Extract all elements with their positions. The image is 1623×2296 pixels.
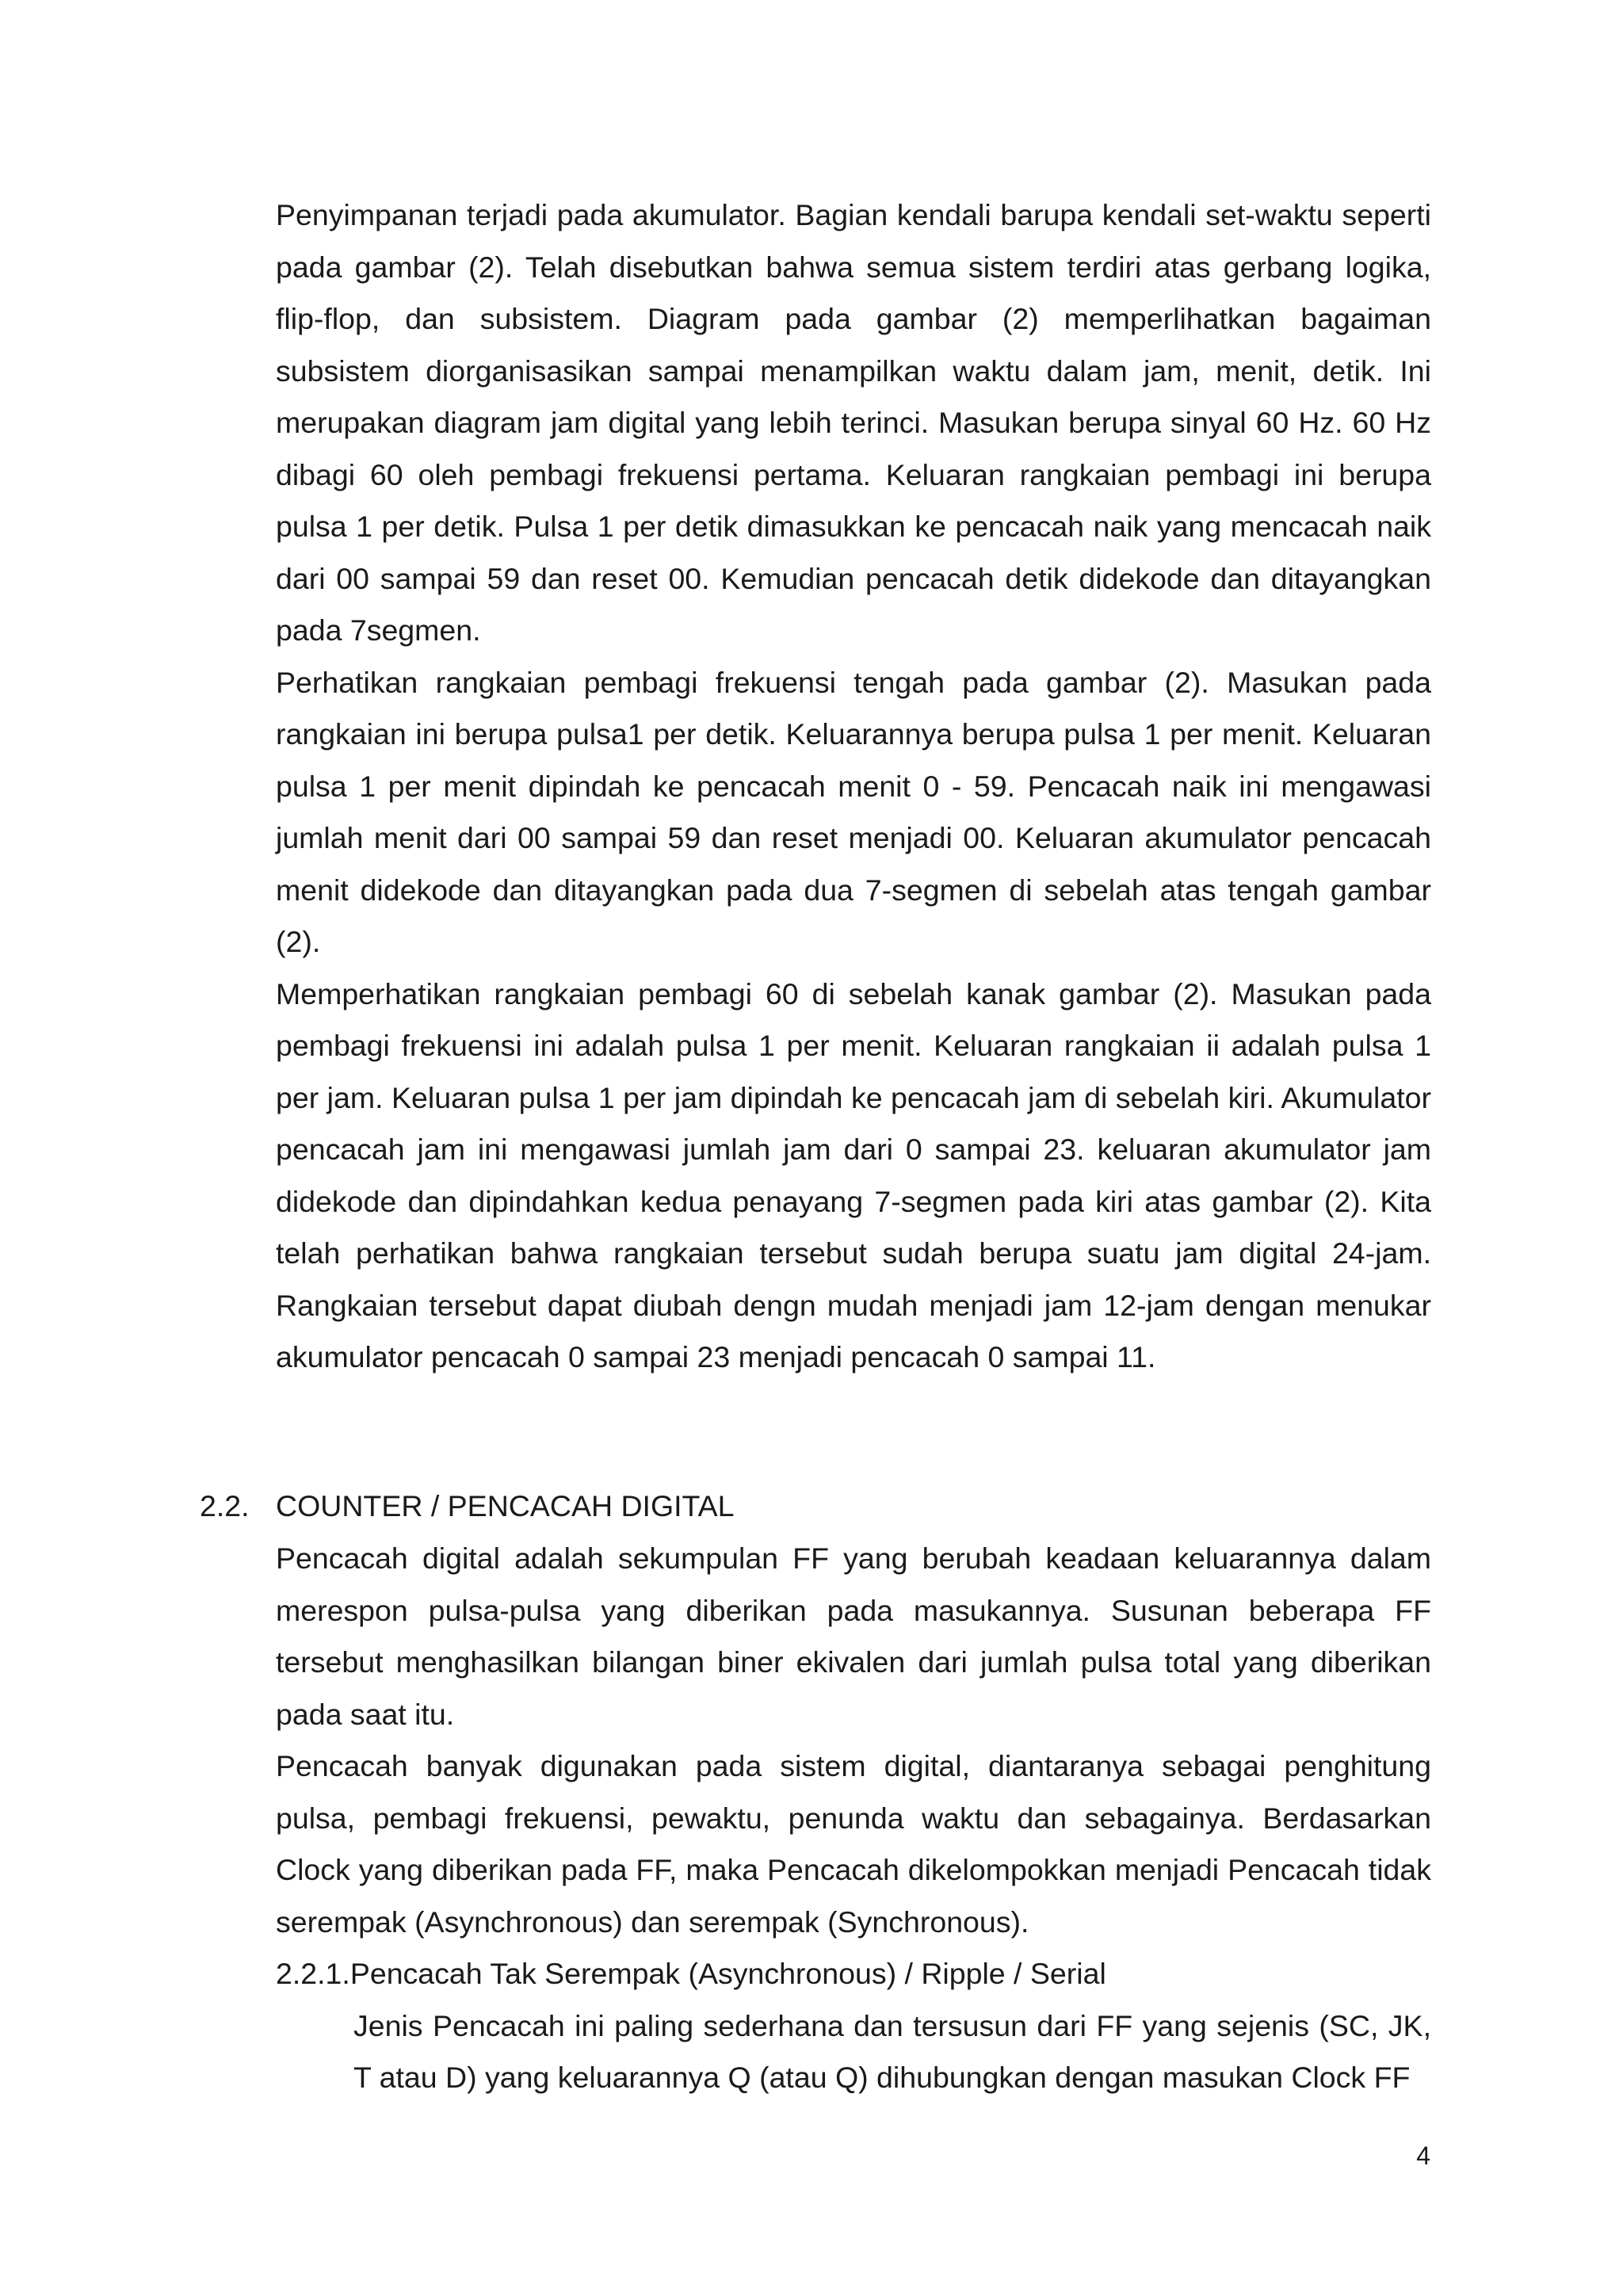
section-title: COUNTER / PENCACAH DIGITAL [276,1489,735,1522]
page-number: 4 [1416,2141,1430,2170]
paragraph-minute-divider: Perhatikan rangkaian pembagi frekuensi tengah pada gambar (2). Masukan pada rangkaian ini berupa pulsa1 per detik. Keluarannya berupa pulsa 1 per menit. Keluaran pulsa 1 per menit dipindah ke pencacah menit 0 - 59. Pencacah naik ini mengawasi jumlah menit dari 00 sampai 59 dan reset menjadi 00. Keluaran akumulator pencacah menit didekode dan ditayangkan pada dua 7-segmen di sebelah atas tengah gambar (2). [276,665,1431,958]
top-text-block [276,189,1431,1384]
paragraph-accumulator: Penyimpanan terjadi pada akumulator. Bagian kendali barupa kendali set-waktu seperti pada gambar (2). Telah disebutkan bahwa semua sistem terdiri atas gerbang logika, flip-flop, dan subsistem. Diagram pada gambar (2) memperlihatkan bagaiman subsistem diorganisasikan sampai menampilkan waktu dalam jam, menit, detik. Ini merupakan diagram jam digital yang lebih terinci. Masukan berupa sinyal 60 Hz. 60 Hz dibagi 60 oleh pembagi frekuensi pertama. Keluaran rangkaian pembagi ini berupa pulsa 1 per detik. Pulsa 1 per detik dimasukkan ke pencacah naik yang mencacah naik dari 00 sampai 59 dan reset 00. Kemudian pencacah detik didekode dan ditayangkan pada 7segmen. [276,198,1431,647]
subsection-title: Pencacah Tak Serempak (Asynchronous) / Ripple / Serial [349,1957,1106,1990]
paragraph-asynchronous: Jenis Pencacah ini paling sederhana dan tersusun dari FF yang sejenis (SC, JK, T atau D) yang keluarannya Q (atau Q) dihubungkan dengan masukan Clock FF [353,2008,1431,2094]
paragraph-counter-definition: Pencacah digital adalah sekumpulan FF yang berubah keadaan keluarannya dalam merespon pulsa-pulsa yang diberikan pada masukannya. Susunan beberapa FF tersebut menghasilkan bilangan biner ekivalen dari jumlah pulsa total yang diberikan pada saat itu. [276,1541,1431,1731]
subsection-heading [276,1948,1431,2000]
section-number: 2.2. [200,1489,250,1522]
paragraph-counter-usage: Pencacah banyak digunakan pada sistem digital, diantaranya sebagai penghitung pulsa, pembagi frekuensi, pewaktu, penunda waktu dan sebagainya. Berdasarkan Clock yang diberikan pada FF, maka Pencacah dikelompokkan menjadi Pencacah tidak serempak (Asynchronous) dan serempak (Synchronous). [276,1749,1431,1939]
subsection-number: 2.2.1. [276,1957,350,1990]
paragraph-hour-divider: Memperhatikan rangkaian pembagi 60 di sebelah kanak gambar (2). Masukan pada pembagi frekuensi ini adalah pulsa 1 per menit. Keluaran rangkaian ii adalah pulsa 1 per jam. Keluaran pulsa 1 per jam dipindah ke pencacah jam di sebelah kiri. Akumulator pencacah jam ini mengawasi jumlah jam dari 0 sampai 23. keluaran akumulator jam didekode dan dipindahkan kedua penayang 7-segmen pada kiri atas gambar (2). Kita telah perhatikan bahwa rangkaian tersebut sudah berupa suatu jam digital 24-jam. Rangkaian tersebut dapat diubah dengn mudah menjadi jam 12-jam dengan menukar akumulator pencacah 0 sampai 23 menjadi pencacah 0 sampai 11. [276,976,1431,1373]
section-text-block [276,1533,1431,2104]
